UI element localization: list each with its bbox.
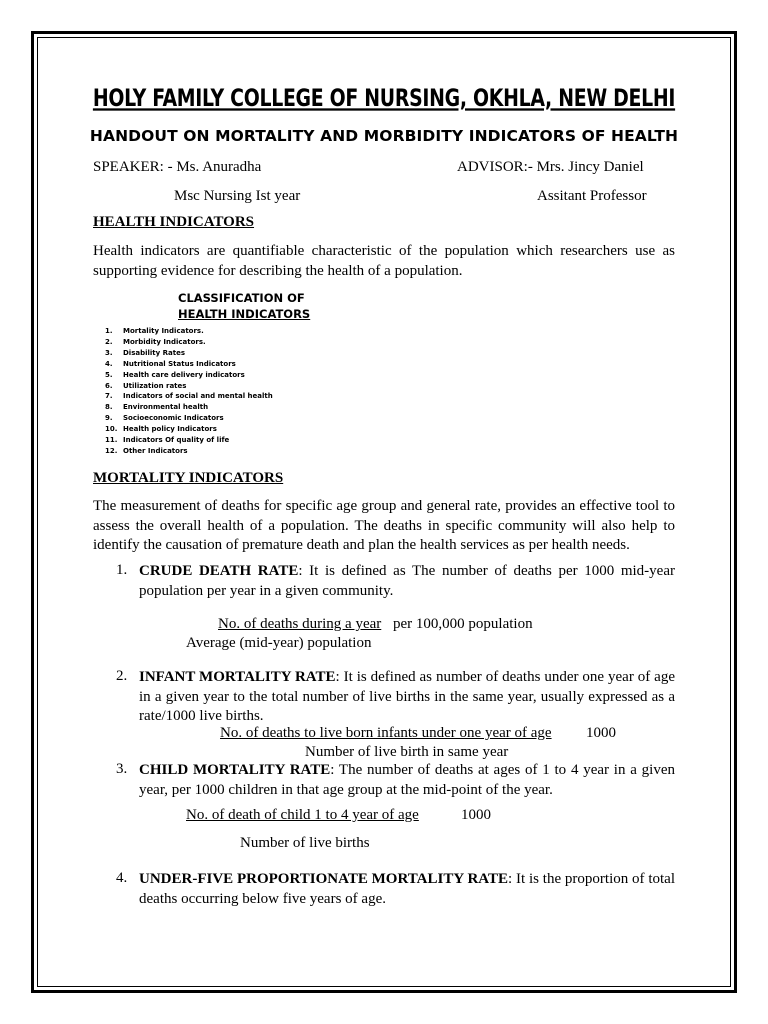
classification-item: 9. Socioeconomic Indicators bbox=[105, 414, 224, 423]
crude-death-rate-multiplier: per 100,000 population bbox=[393, 616, 533, 632]
item-number: 1. bbox=[116, 562, 128, 578]
infant-mortality-rate-numerator: No. of deaths to live born infants under one year of age bbox=[220, 725, 552, 741]
speaker-role: Msc Nursing Ist year bbox=[174, 188, 301, 204]
child-mortality-rate-multiplier: 1000 bbox=[461, 807, 491, 823]
classification-item: 11. Indicators Of quality of life bbox=[105, 436, 230, 445]
classification-item: 5. Health care delivery indicators bbox=[105, 370, 245, 379]
infant-mortality-rate-denominator: Number of live birth in same year bbox=[305, 744, 509, 760]
mortality-heading: MORTALITY INDICATORS bbox=[93, 470, 284, 486]
classification-title-line2: HEALTH INDICATORS bbox=[178, 307, 311, 321]
crude-death-rate-definition bbox=[139, 562, 675, 601]
item-number: 4. bbox=[116, 870, 128, 886]
handout-subtitle: HANDOUT ON MORTALITY AND MORBIDITY INDICATORS OF HEALTH bbox=[89, 127, 679, 145]
infant-mortality-rate-text: : It is defined as number of deaths under one year of age in a given year to the total number of live births in the same year, usually expressed as a rate/1000 live births. bbox=[139, 669, 675, 724]
classification-item: 12. Other Indicators bbox=[105, 446, 188, 455]
advisor-role: Assitant Professor bbox=[537, 188, 647, 204]
under-five-pmr-term: UNDER-FIVE PROPORTIONATE MORTALITY RATE bbox=[139, 871, 509, 887]
item-number: 3. bbox=[116, 761, 128, 777]
classification-title bbox=[178, 290, 310, 322]
crude-death-rate-numerator: No. of deaths during a year bbox=[218, 616, 382, 632]
crude-death-rate-term: CRUDE DEATH RATE bbox=[139, 563, 299, 579]
classification-item: 8. Environmental health bbox=[105, 403, 209, 412]
health-indicators-heading: HEALTH INDICATORS bbox=[93, 214, 255, 230]
classification-title-line1: CLASSIFICATION OF bbox=[178, 291, 305, 305]
under-five-pmr-definition bbox=[139, 870, 675, 909]
health-indicators-paragraph: Health indicators are quantifiable characteristic of the population which researchers use as supporting evidence for describing the health of a population. bbox=[93, 243, 675, 279]
college-title: HOLY FAMILY COLLEGE OF NURSING, OKHLA, NEW DELHI bbox=[92, 84, 676, 112]
child-mortality-rate-numerator: No. of death of child 1 to 4 year of age bbox=[186, 807, 419, 823]
child-mortality-rate-text: : The number of deaths at ages of 1 to 4 year in a given year, per 1000 children in that age group at the mid-point of the year. bbox=[139, 762, 675, 798]
under-five-pmr-text: : It is the proportion of total deaths occurring below five years of age. bbox=[139, 871, 676, 907]
classification-item: 1. Mortality Indicators. bbox=[105, 327, 204, 335]
item-number: 2. bbox=[116, 668, 128, 684]
infant-mortality-rate-multiplier: 1000 bbox=[586, 725, 616, 741]
classification-item: 6. Utilization rates bbox=[105, 381, 187, 390]
child-mortality-rate-denominator: Number of live births bbox=[240, 835, 370, 851]
mortality-paragraph: The measurement of deaths for specific age group and general rate, provides an effective tool to assess the overall health of a population. The deaths in specific community will also help to identify the causation of premature death and plan the health services as per health needs. bbox=[93, 498, 675, 553]
infant-mortality-rate-definition bbox=[139, 668, 675, 727]
classification-item: 7. Indicators of social and mental health bbox=[105, 392, 273, 401]
classification-list bbox=[105, 326, 273, 457]
crude-death-rate-text: : It is defined as The number of deaths per 1000 mid-year population per year in a given community. bbox=[139, 563, 675, 599]
advisor-line: ADVISOR:- Mrs. Jincy Daniel bbox=[457, 159, 644, 175]
classification-item: 4. Nutritional Status Indicators bbox=[105, 359, 236, 368]
classification-item: 3. Disability Rates bbox=[105, 348, 186, 357]
classification-item: 10. Health policy Indicators bbox=[105, 425, 217, 434]
crude-death-rate-denominator: Average (mid-year) population bbox=[186, 635, 372, 651]
infant-mortality-rate-term: INFANT MORTALITY RATE bbox=[139, 669, 336, 685]
child-mortality-rate-term: CHILD MORTALITY RATE bbox=[139, 762, 331, 778]
child-mortality-rate-definition bbox=[139, 761, 675, 800]
classification-item: 2. Morbidity Indicators. bbox=[105, 337, 206, 346]
speaker-line: SPEAKER: - Ms. Anuradha bbox=[93, 159, 262, 175]
